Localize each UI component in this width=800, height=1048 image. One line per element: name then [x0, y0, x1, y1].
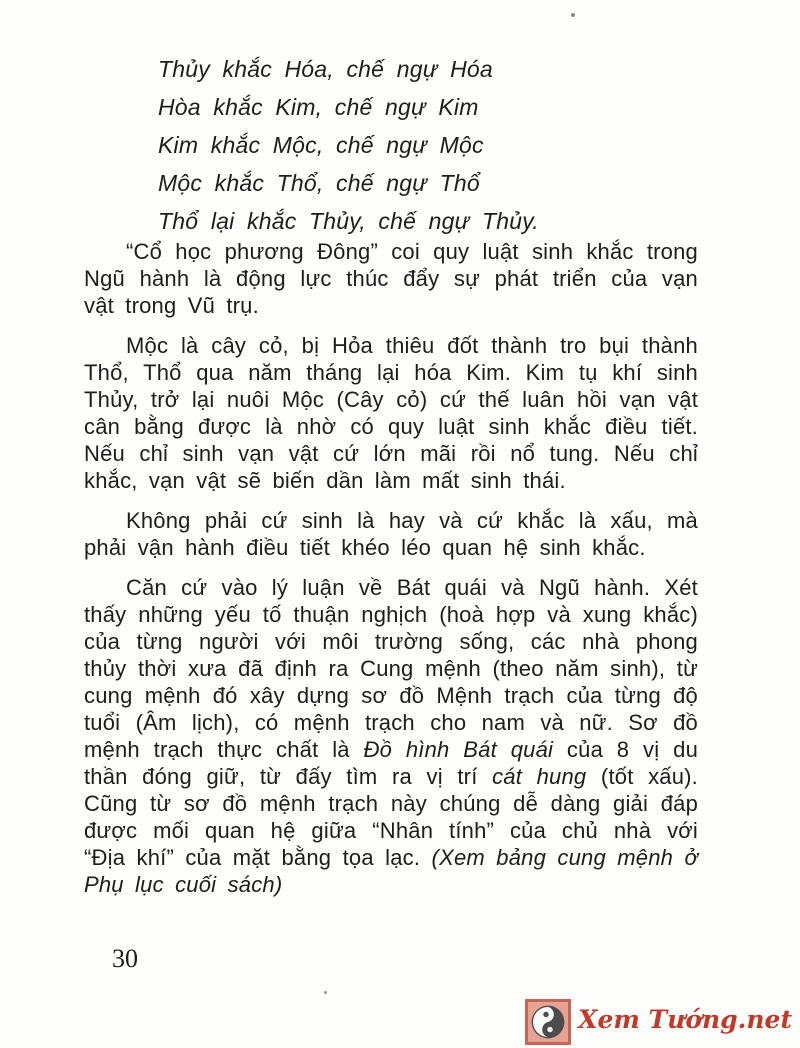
paragraph: [84, 238, 698, 319]
body-text: [84, 238, 698, 911]
verse-line: Thủy khắc Hóa, chế ngự Hóa: [158, 56, 493, 82]
scan-speck-top: [571, 13, 575, 17]
verse-line: Mộc khắc Thổ, chế ngự Thổ: [158, 170, 480, 196]
paragraph-text: “Cổ học phương Đông” coi quy luật sinh khắc trong Ngũ hành là động lực thúc đẩy sự phát triển của vạn vật trong Vũ trụ.: [84, 239, 698, 318]
paragraph: [84, 332, 698, 494]
paragraph: [84, 507, 698, 561]
verse-line: Hòa khắc Kim, chế ngự Kim: [158, 94, 479, 120]
paragraph-text-italic: Đồ hình Bát quái: [363, 737, 554, 762]
paragraph: [84, 574, 698, 898]
watermark: [525, 999, 792, 1045]
scan-speck-bottom: [324, 991, 327, 994]
verse-line: Kim khắc Mộc, chế ngự Mộc: [158, 132, 484, 158]
yin-yang-icon: [525, 999, 571, 1045]
paragraph-text: (tốt xấu). Cũng từ sơ đồ mệnh trạch này chúng dễ dàng giải đáp được mối quan hệ giữa “Nhân tính” của chủ nhà với “Địa khí” của mặt bằng tọa lạc.: [84, 764, 698, 870]
paragraph-text: Mộc là cây cỏ, bị Hỏa thiêu đốt thành tro bụi thành Thổ, Thổ qua năm tháng lại hóa Kim. Kim tụ khí sinh Thủy, trở lại nuôi Mộc (Cây cỏ) cứ thế luân hồi vạn vật cân bằng được là nhờ có quy luật sinh khắc điều tiết. Nếu chỉ sinh vạn vật cứ lớn mãi rồi nổ tung. Nếu chỉ khắc, vạn vật sẽ biến dần làm mất sinh thái.: [84, 333, 698, 493]
paragraph-text-italic: (Xem bảng cung mệnh ở Phụ lục cuối sách): [84, 845, 698, 897]
paragraph-text: của 8 vị du thần đóng giữ, từ đấy tìm ra vị trí: [84, 737, 699, 789]
watermark-text: Xem Tướng.net: [578, 1004, 792, 1034]
paragraph-text: Không phải cứ sinh là hay và cứ khắc là xấu, mà phải vận hành điều tiết khéo léo quan hệ sinh khắc.: [84, 508, 698, 560]
paragraph-text-italic: cát hung: [492, 764, 587, 789]
verse-block: [158, 50, 710, 240]
verse-line: Thổ lại khắc Thủy, chế ngự Thủy.: [158, 208, 539, 234]
page-number: 30: [112, 944, 138, 973]
paragraph-text: Căn cứ vào lý luận về Bát quái và Ngũ hành. Xét thấy những yếu tố thuận nghịch (hoà hợp và xung khắc) của từng người với môi trường sống, các nhà phong thủy thời xưa đã định ra Cung mệnh (theo năm sinh), từ cung mệnh đó xây dựng sơ đồ Mệnh trạch của từng độ tuổi (Âm lịch), có mệnh trạch cho nam và nữ. Sơ đồ mệnh trạch thực chất là: [84, 575, 698, 762]
